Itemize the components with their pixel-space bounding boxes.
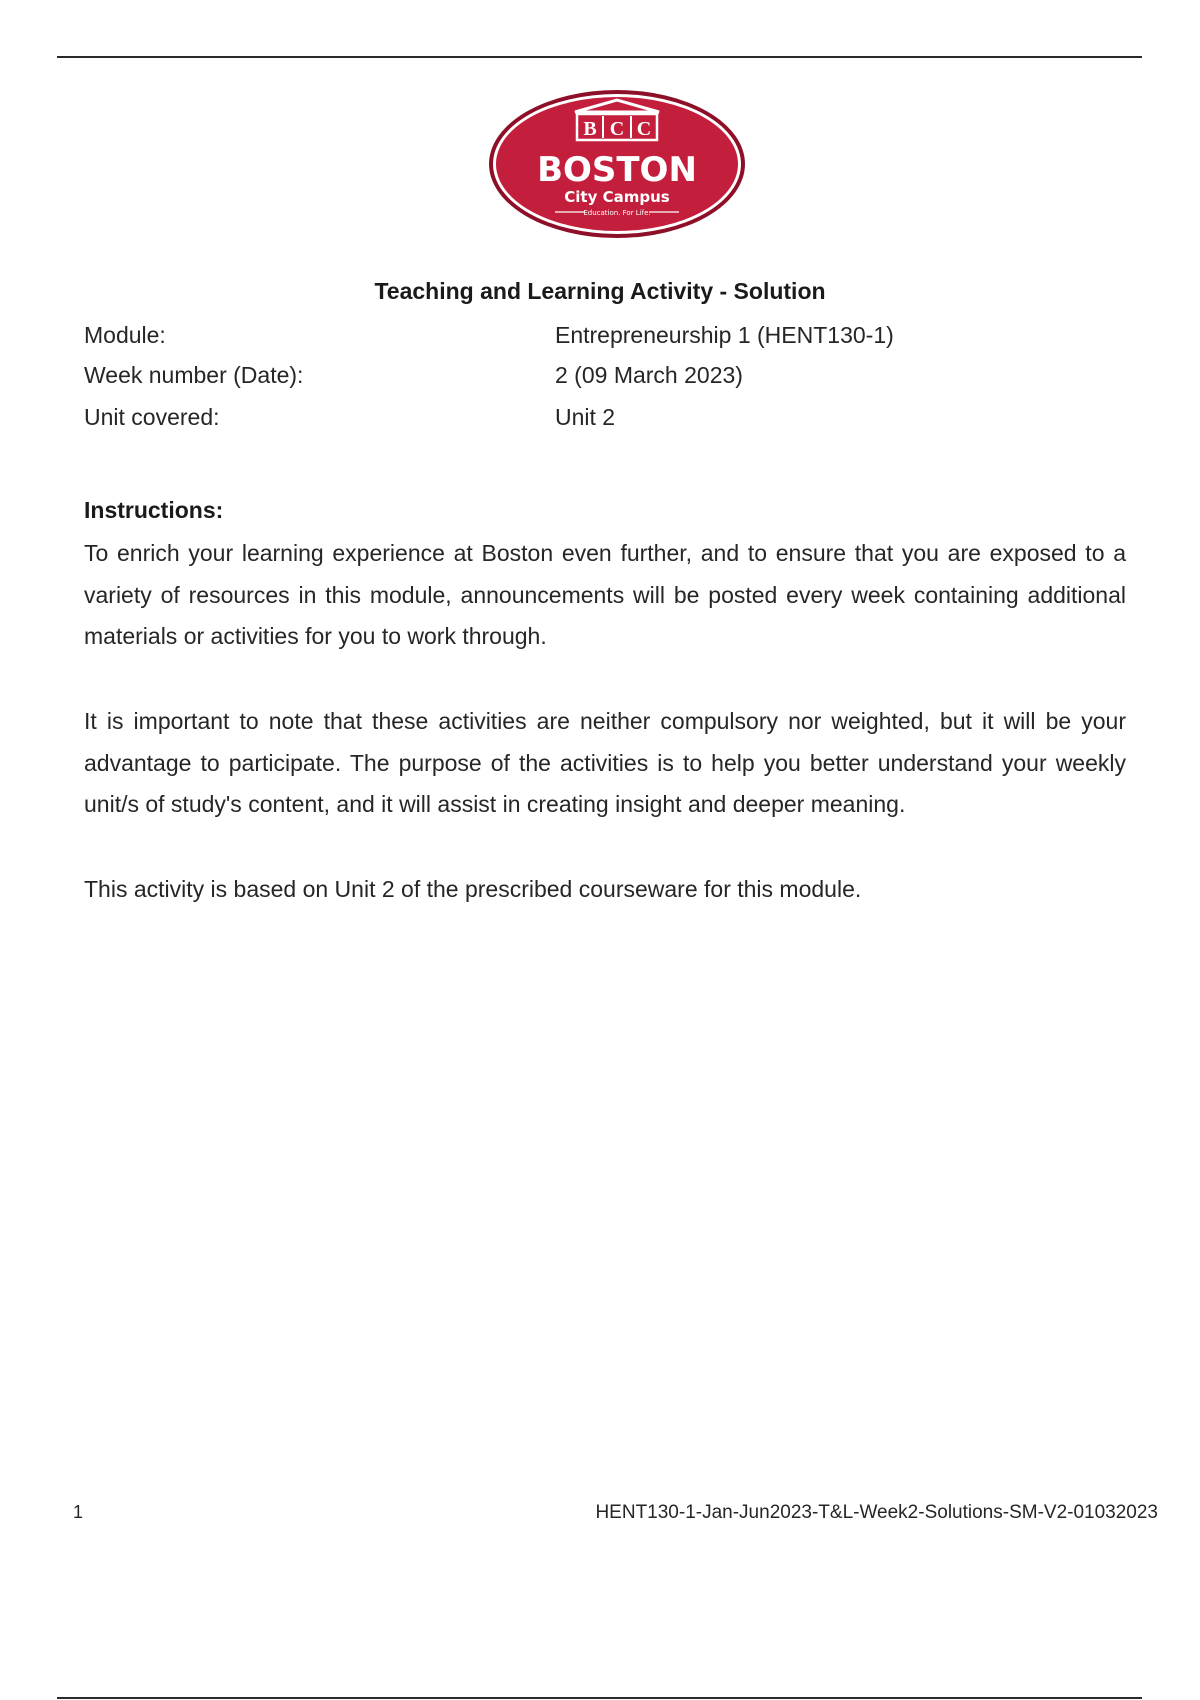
svg-text:BOSTON: BOSTON xyxy=(537,150,697,190)
instructions-paragraph: To enrich your learning experience at Boston even further, and to ensure that you are exposed to a variety of resources in this module, announcements will be posted every week containing additional materials or activities for you to work through. xyxy=(84,540,1126,649)
instructions-paragraph: This activity is based on Unit 2 of the prescribed courseware for this module. xyxy=(84,876,862,902)
week-value: 2 (09 March 2023) xyxy=(555,362,743,388)
svg-text:C: C xyxy=(609,118,625,140)
unit-value: Unit 2 xyxy=(555,404,616,430)
page-number: 1 xyxy=(73,1502,84,1522)
module-value: Entrepreneurship 1 (HENT130-1) xyxy=(555,322,894,348)
svg-text:B: B xyxy=(583,118,597,140)
instructions-heading: Instructions: xyxy=(84,497,224,523)
svg-text:City Campus: City Campus xyxy=(564,188,670,206)
top-divider xyxy=(57,56,1142,58)
boston-city-campus-logo xyxy=(487,88,747,240)
document-title: Teaching and Learning Activity - Solution xyxy=(374,278,826,304)
bottom-divider xyxy=(57,1697,1142,1699)
svg-text:Education. For Life.: Education. For Life. xyxy=(583,209,651,217)
document-code: HENT130-1-Jan-Jun2023-T&L-Week2-Solutions-SM-V2-01032023 xyxy=(595,1502,1158,1523)
week-label: Week number (Date): xyxy=(84,362,304,388)
instructions-paragraph: It is important to note that these activities are neither compulsory nor weighted, but it will be your advantage to participate. The purpose of the activities is to help you better understand your weekly unit/s of study's content, and it will assist in creating insight and deeper meaning. xyxy=(84,708,1126,817)
svg-text:C: C xyxy=(636,118,652,140)
unit-label: Unit covered: xyxy=(84,404,220,430)
module-label: Module: xyxy=(84,322,166,348)
